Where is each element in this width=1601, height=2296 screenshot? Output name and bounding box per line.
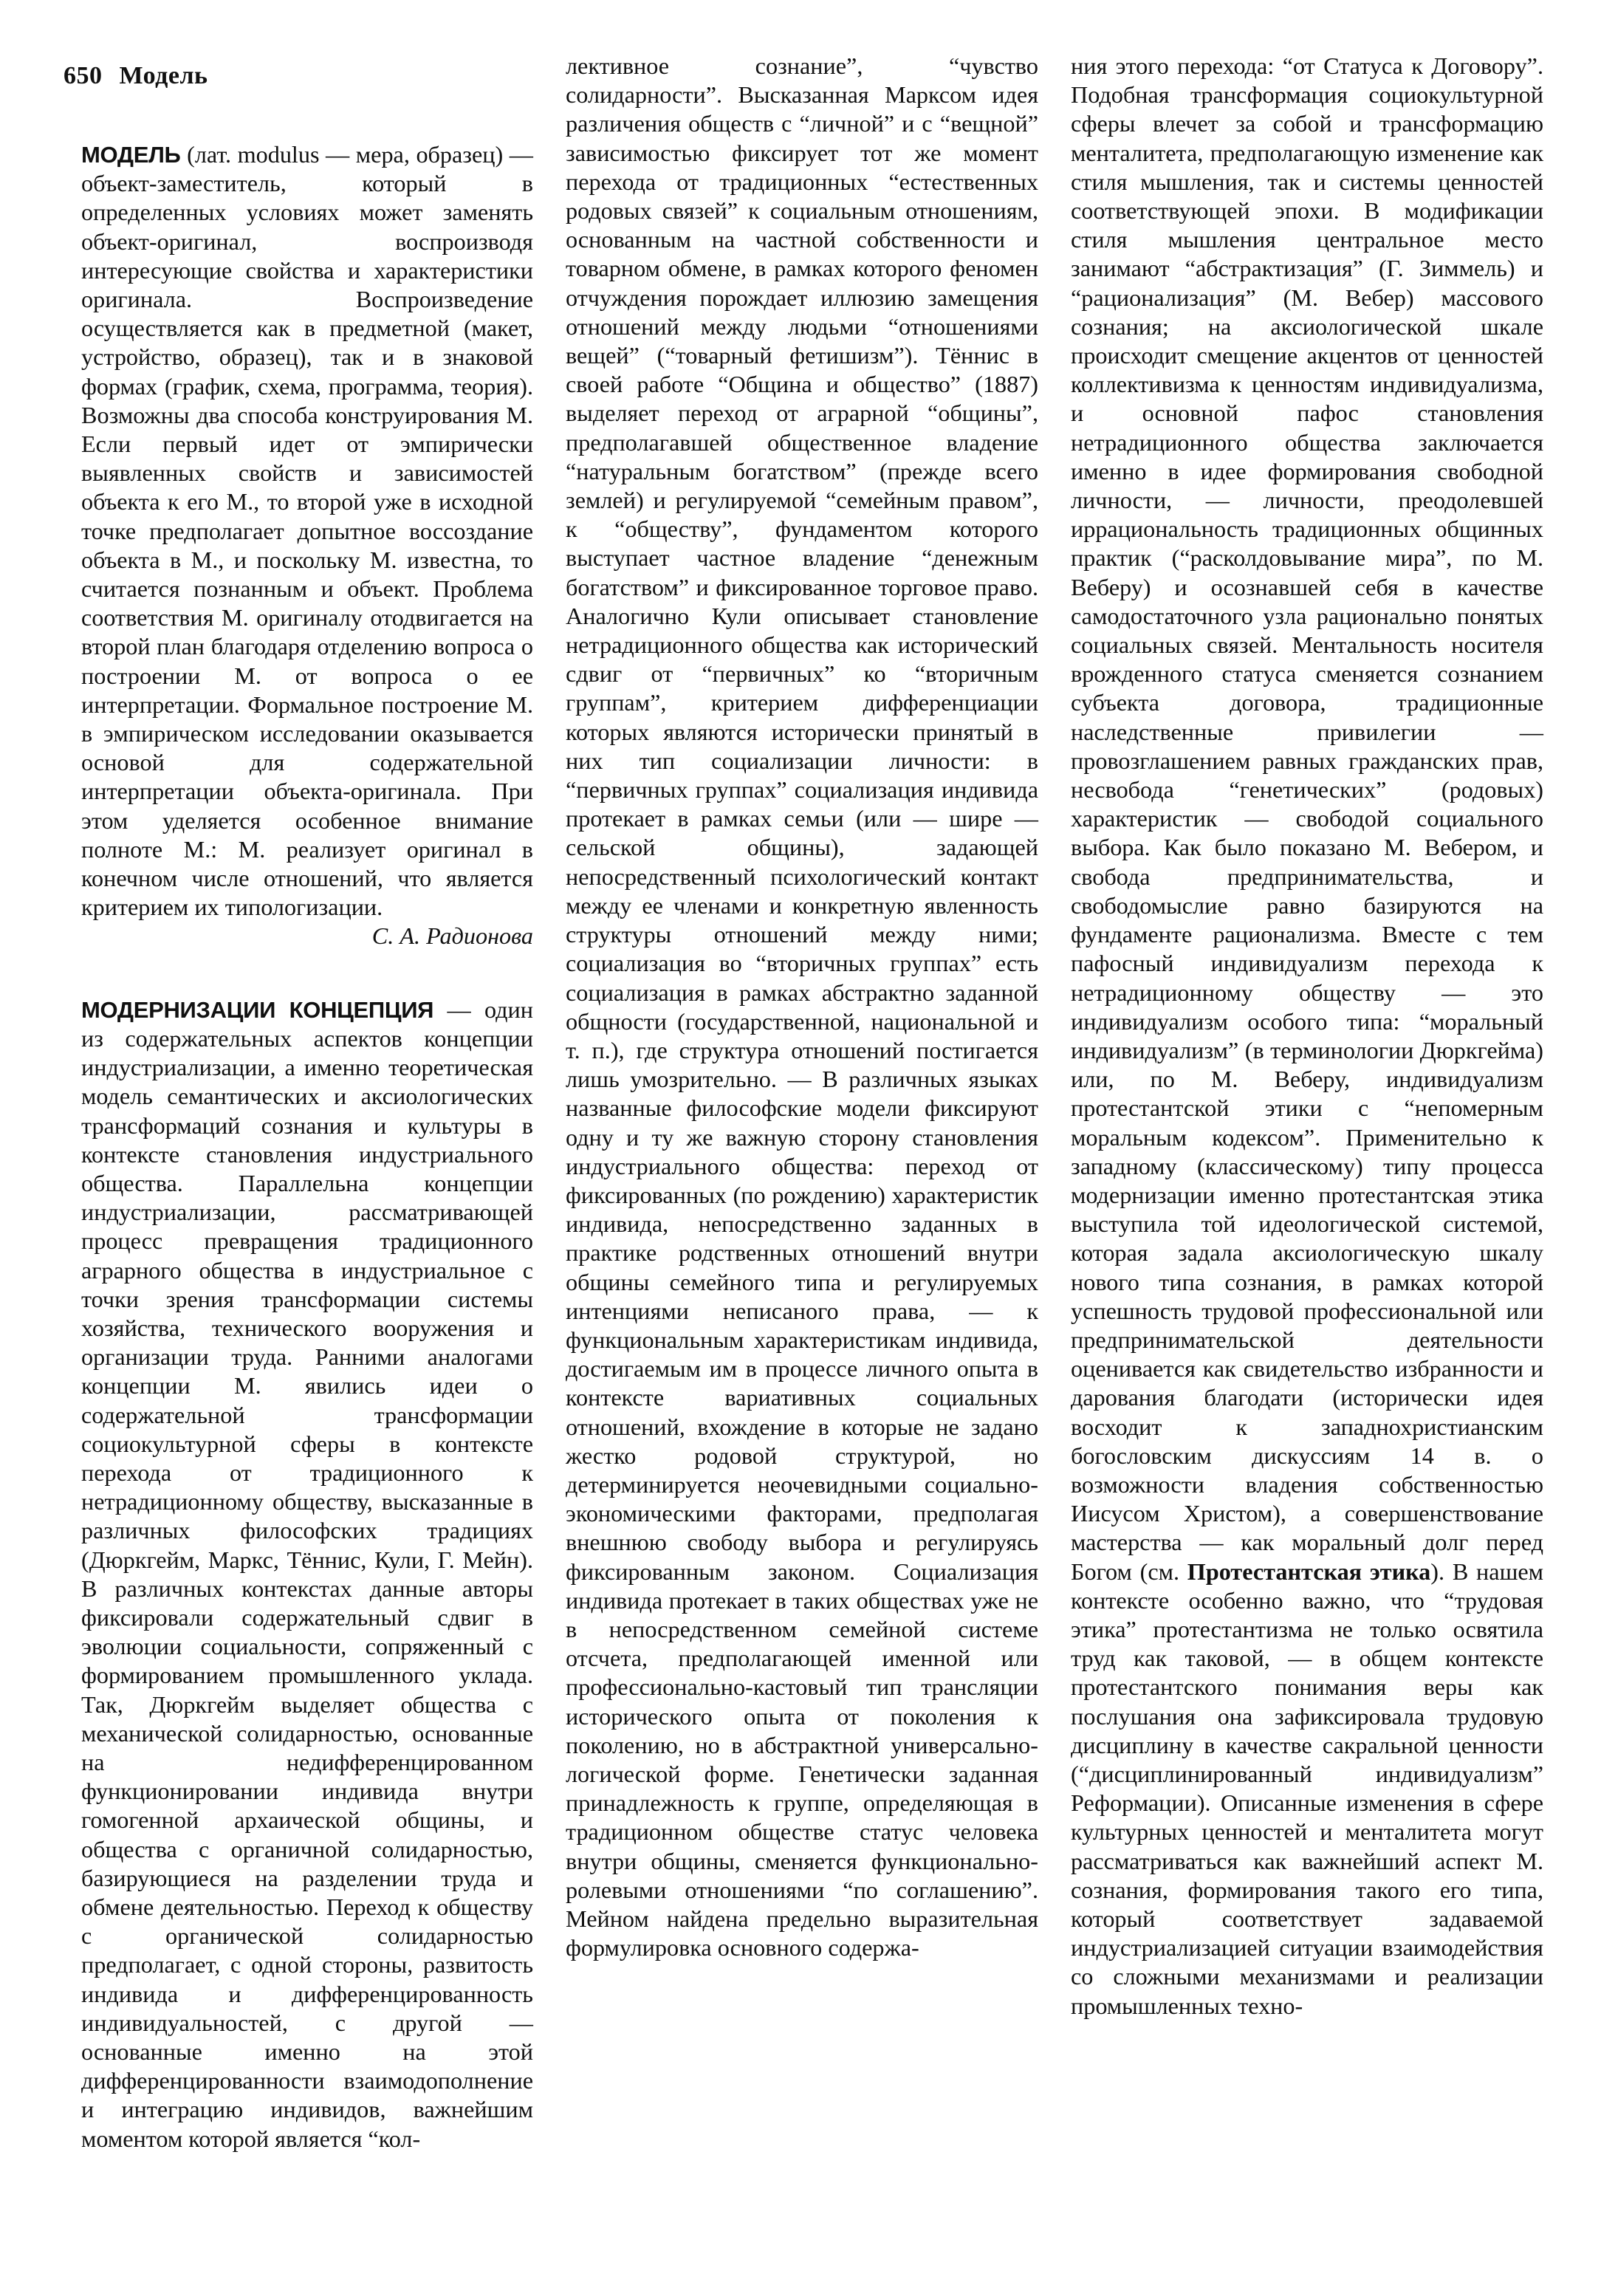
- column-1: [81, 140, 533, 2153]
- column-2-text: лективное сознание”, “чувство солидарности”. Высказанная Марксом идея различения обществ с “личной” и с “вещной” зависимостью фиксирует тот же момент перехода от традиционных “естественных родовых связей” к социальным отношениям, основанным на частной собственности и товарном обмене, в рамках которого феномен отчуждения порождает иллюзию замещения отношений между людьми “отношениями вещей” (“товарный фетишизм”). Тённис в своей работе “Община и общество” (1887) выделяет переход от аграрной “общины”, предполагавшей общественное владение “натуральным богатством” (прежде всего землей) и регулируемой “семейным правом”, к “обществу”, фундаментом которого выступает частное владение “денежным богатством” и фиксированное торговое право. Аналогично Кули описывает становление нетрадиционного общества как исторический сдвиг от “первичных” ко “вторичным группам”, критерием дифференциации которых являются исторически принятый в них тип социализации личности: в “первичных группах” социализация индивида протекает в рамках семьи (или — шире — сельской общины), задающей непосредственный психологический контакт между ее членами и конкретную явленность структуры отношений между ними; социализация во “вторичных группах” есть социализация в рамках абстрактно заданной общности (государственной, национальной и т. п.), где структура отношений постигается лишь умозрительно. — В различных языках названные философские модели фиксируют одну и ту же важную сторону становления индустриального общества: переход от фиксированных (по рождению) характеристик индивида, непосредственно заданных в практике родственных отношений внутри общины семейного типа и регулируемых интенциями неписаного права, — к функциональным характеристикам индивида, достигаемым им в процессе личного опыта в контексте вариативных социальных отношений, вхождение в которые не задано жестко родовой структурой, но детерминируется неочевидными социально-экономическими факторами, предполагая внешнюю свободу выбора и регулируясь фиксированным законом. Социализация индивида протекает в таких обществах уже не в непосредственном семейной системе отсчета, предполагающей именной или профессионально-кастовый тип трансляции исторического опыта от поколения к поколению, но в абстрактной универсально-логической форме. Генетически заданная принадлежность к группе, определяющая в традиционном обществе статус человека внутри общины, сменяется функционально-ролевыми отношениями “по соглашению”. Мейном найдена предельно выразительная формулировка основного содержа-: [566, 52, 1038, 1961]
- entry-model-author: С. А. Радионова: [371, 922, 533, 950]
- page-number: 650: [64, 62, 103, 89]
- running-head: [64, 62, 208, 90]
- entry-separator: [81, 951, 533, 995]
- column-3: [1071, 52, 1543, 2021]
- entry-modernization: [81, 995, 533, 2153]
- column-3-text-a: ния этого перехода: “от Статуса к Договору”. Подобная трансформация социокультурной сферы влечет за собой и трансформацию менталитета, предполагающую изменение как стиля мышления, так и системы ценностей соответствующей эпохи. В модификации стиля мышления центральное место занимают “абстрактизация” (Г. Зиммель) и “рационализация” (М. Вебер) массового сознания; на аксиологической шкале происходит смещение акцентов от ценностей коллективизма к ценностям индивидуализма, и основной пафос становления нетрадиционного общества заключается именно в идее формирования свободной личности, — личности, преодолевшей иррациональность традиционных общинных практик (“расколдовывание мира”, по М. Веберу) и осознавшей себя в качестве самодостаточного узла рационально понятых социальных связей. Ментальность носителя врожденного статуса сменяется сознанием субъекта договора, традиционные наследственные привилегии — провозглашением равных гражданских прав, несвобода “генетических” (родовых) характеристик — свободой социального выбора. Как было показано М. Вебером, и свобода предпринимательства, и свободомыслие равно базируются на фундаменте рационализма. Вместе с тем пафосный индивидуализм перехода к нетрадиционному обществу — это индивидуализм особого типа: “моральный индивидуализм” (в терминологии Дюркгейма) или, по М. Веберу, индивидуализм протестантской этики с “непомерным моральным кодексом”. Применительно к западному (классическому) типу процесса модернизации именно протестантская этика выступила той идеологической системой, которая задала аксиологическую шкалу нового типа сознания, в рамках которой успешность трудовой профессиональной или предпринимательской деятельности оценивается как свидетельство избранности и дарования благодати (исторически идея восходит к западнохристианским богословским дискуссиям 14 в. о возможности владения собственностью Иисусом Христом), а совершенствование мастерства — как моральный долг перед Богом (см.: [1071, 52, 1543, 1585]
- headword-modernization: МОДЕРНИЗАЦИИ КОНЦЕПЦИЯ: [81, 996, 434, 1023]
- column-3-text-b: ). В нашем контексте особенно важно, что “трудовая этика” протестантизма не только освятила труд как таковой, — в общем контексте протестантского понимания веры как послушания она зафиксировала трудовую дисциплину в качестве сакральной ценности (“дисциплинированный индивидуализм” Реформации). Описанные изменения в сфере культурных ценностей и менталитета могут рассматриваться как важнейший аспект М. сознания, формирования такого его типа, который соответствует задаваемой индустриализацией ситуации взаимодействия со сложными механизмами и реализации промышленных техно-: [1071, 1557, 1544, 2019]
- running-title: Модель: [119, 62, 208, 89]
- column-3-paragraph: [1071, 52, 1543, 2021]
- cross-reference-link[interactable]: Протестантская этика: [1187, 1557, 1431, 1585]
- entry-modernization-text: — один из содержательных аспектов концепции индустриализации, а именно теоретическая модель семантических и аксиологических трансформаций сознания и культуры в контексте становления индустриального общества. Параллельна концепции индустриализации, рассматривающей процесс превращения традиционного аграрного общества в индустриальное с точки зрения трансформации системы хозяйства, технического вооружения и организации труда. Ранними аналогами концепции М. явились идеи о содержательной трансформации социокультурной сферы в контексте перехода от традиционного к нетрадиционному обществу, высказанные в различных философских традициях (Дюркгейм, Маркс, Тённис, Кули, Г. Мейн). В различных контекстах данные авторы фиксировали содержательный сдвиг в эволюции социальности, сопряженный с формированием промышленного уклада. Так, Дюркгейм выделяет общества с механической солидарностью, основанные на недифференцированном функционировании индивида внутри гомогенной архаической общины, и общества с органичной солидарностью, базирующиеся на разделении труда и обмене деятельностью. Переход к обществу с органической солидарностью предполагает, с одной стороны, развитость индивида и дифференцированность индивидуальностей, с другой — основанные именно на этой дифференцированности взаимодополнение и интеграцию индивидов, важнейшим моментом которой является “кол-: [81, 995, 533, 2152]
- entry-model-text: (лат. modulus — мера, образец) — объект-заместитель, который в определенных условиях может заменять объект-оригинал, воспроизводя интересующие свойства и характеристики оригинала. Воспроизведение осуществляется как в предметной (макет, устройство, образец), так и в знаковой формах (график, схема, программа, теория). Возможны два способа конструирования М. Если первый идет от эмпирически выявленных свойств и зависимостей объекта к его М., то второй уже в исходной точке предполагает допытное воссоздание объекта в М., и поскольку М. известна, то считается познанным и объект. Проблема соответствия М. оригиналу отодвигается на второй план благодаря отделению вопроса о построении М. от вопроса о ее интерпретации. Формальное построение М. в эмпирическом исследовании оказывается основой для содержательной интерпретации объекта-оригинала. При этом уделяется особенное внимание полноте М.: М. реализует оригинал в конечном числе отношений, что является критерием их типологизации.: [81, 141, 533, 921]
- headword-model: МОДЕЛЬ: [81, 142, 181, 168]
- column-2: [566, 52, 1038, 1962]
- entry-model: [81, 140, 533, 922]
